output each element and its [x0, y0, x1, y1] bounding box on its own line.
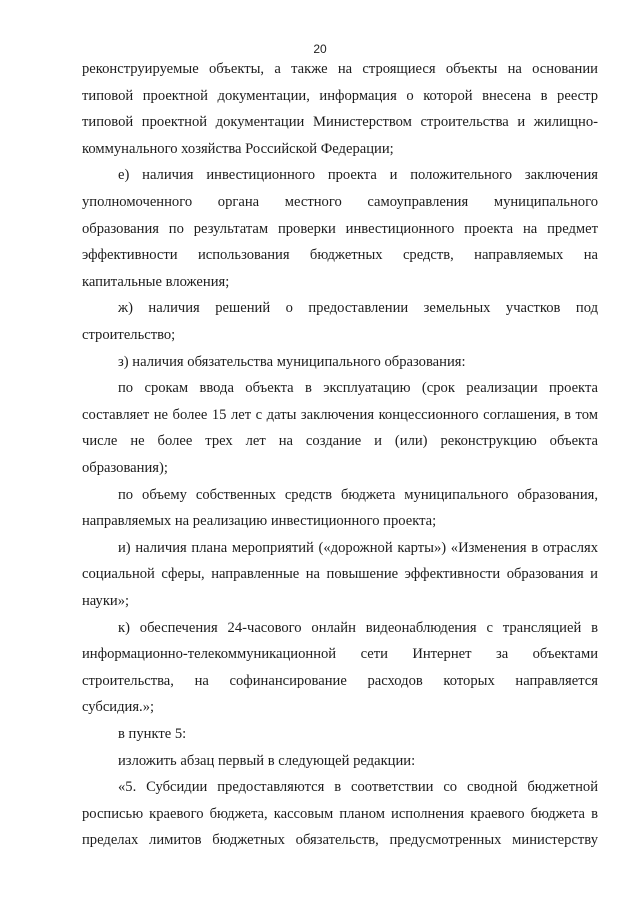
- text-line: по объему собственных средств бюджета муниципального образования,: [118, 487, 598, 503]
- text-line: и) наличия плана мероприятий («дорожной карты») «Изменения в отраслях: [118, 540, 598, 556]
- text-line: в пункте 5:: [118, 726, 187, 742]
- text-line: строительство;: [82, 327, 176, 343]
- text-line: направляемых на реализацию инвестиционного проекта;: [82, 513, 437, 529]
- text-line: капитальные вложения;: [82, 274, 230, 290]
- text-line: «5. Субсидии предоставляются в соответствии со сводной бюджетной: [118, 779, 598, 795]
- text-line: составляет не более 15 лет с даты заключения концессионного соглашения, в том: [82, 407, 598, 423]
- text-line: изложить абзац первый в следующей редакции:: [118, 753, 416, 769]
- text-line: пределах лимитов бюджетных обязательств, предусмотренных министерству: [82, 832, 598, 848]
- text-line: субсидия.»;: [82, 699, 155, 715]
- text-line: росписью краевого бюджета, кассовым планом исполнения краевого бюджета в: [82, 806, 598, 822]
- text-line: типовой проектной документации Министерством строительства и жилищно-: [82, 114, 598, 130]
- text-line: информационно-телекоммуникационной сети Интернет за объектами: [82, 646, 598, 662]
- page-number: 20: [313, 42, 327, 56]
- text-line: числе не более трех лет на создание и (или) реконструкцию объекта: [82, 433, 598, 449]
- text-line: строительства, на софинансирование расходов которых направляется: [82, 673, 598, 689]
- text-line: науки»;: [82, 593, 130, 609]
- text-line: эффективности использования бюджетных средств, направляемых на: [82, 247, 598, 263]
- text-line: к) обеспечения 24-часового онлайн видеонаблюдения с трансляцией в: [118, 620, 598, 636]
- text-line: ж) наличия решений о предоставлении земельных участков под: [118, 300, 598, 316]
- text-line: коммунального хозяйства Российской Федерации;: [82, 141, 394, 157]
- text-line: социальной сферы, направленные на повышение эффективности образования и: [82, 566, 598, 582]
- text-line: е) наличия инвестиционного проекта и положительного заключения: [118, 167, 598, 183]
- text-line: типовой проектной документации, информация о которой внесена в реестр: [82, 88, 598, 104]
- text-line: образования);: [82, 460, 168, 476]
- text-line: реконструируемые объекты, а также на строящиеся объекты на основании: [82, 61, 598, 77]
- text-line: образования по результатам проверки инвестиционного проекта на предмет: [82, 221, 598, 237]
- text-line: уполномоченного органа местного самоуправления муниципального: [82, 194, 598, 210]
- text-line: з) наличия обязательства муниципального образования:: [118, 354, 466, 370]
- text-line: по срокам ввода объекта в эксплуатацию (срок реализации проекта: [118, 380, 598, 396]
